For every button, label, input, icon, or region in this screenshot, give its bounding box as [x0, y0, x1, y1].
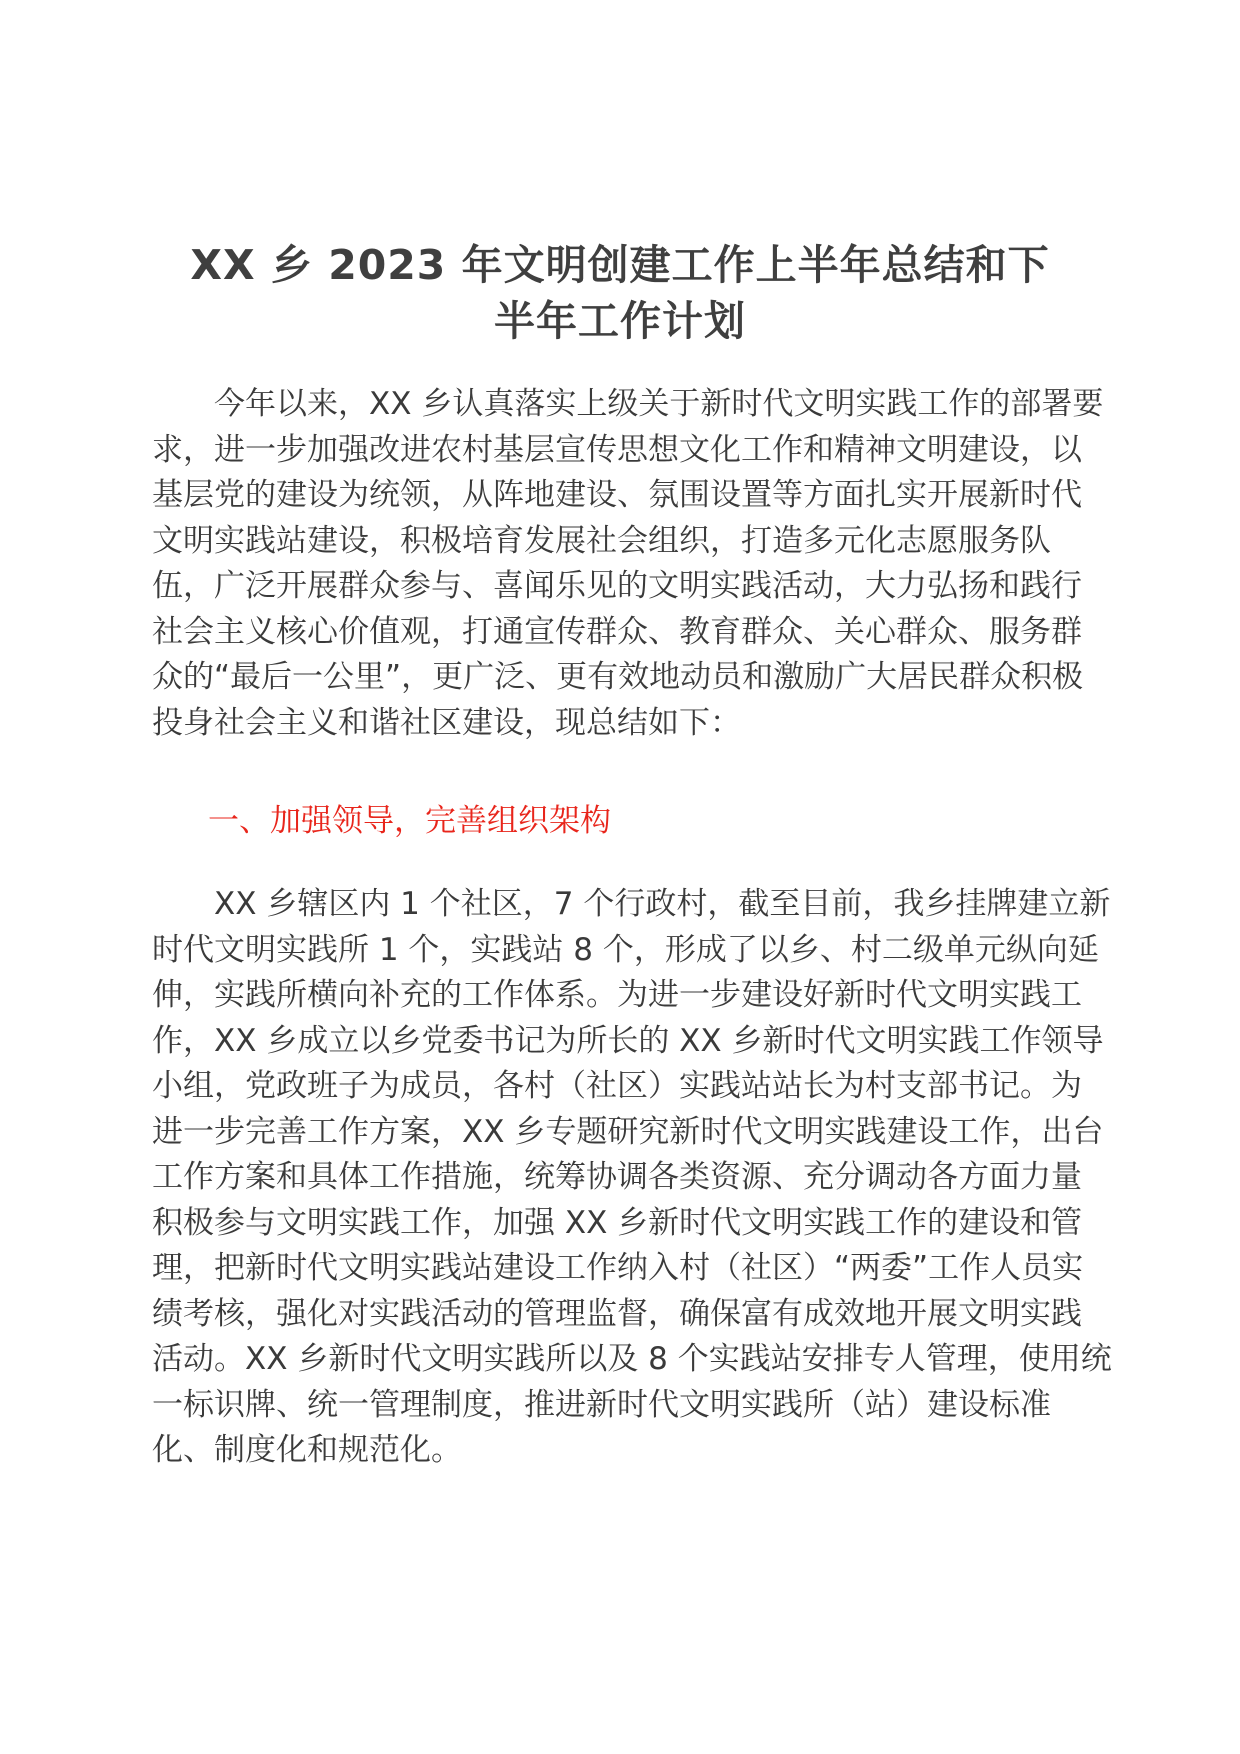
document-title [150, 237, 1090, 349]
section-1-paragraph: XX 乡辖区内 1 个社区，7 个行政村，截至目前，我乡挂牌建立新时代文明实践所 1 个，实践站 8 个，形成了以乡、村二级单元纵向延伸，实践所横向补充的工作体系。为进一步建设好新时代文明实践工作，XX 乡成立以乡党委书记为所长的 XX 乡新时代文明实践工作领导小组，党政班子为成员，各村（社区）实践站站长为村支部书记。为进一步完善工作方案，XX 乡专题研究新时代文明实践建设工作，出台工作方案和具体工作措施，统筹协调各类资源、充分调动各方面力量积极参与文明实践工作，加强 XX 乡新时代文明实践工作的建设和管理，把新时代文明实践站建设工作纳入村（社区）“两委”工作人员实绩考核，强化对实践活动的管理监督，确保富有成效地开展文明实践活动。XX 乡新时代文明实践所以及 8 个实践站安排专人管理，使用统一标识牌、统一管理制度，推进新时代文明实践所（站）建设标准化、制度化和规范化。 [152, 886, 1112, 1468]
title-line-2: 半年工作计划 [494, 297, 746, 345]
intro-paragraph: 今年以来，XX 乡认真落实上级关于新时代文明实践工作的部署要求，进一步加强改进农村基层宣传思想文化工作和精神文明建设，以基层党的建设为统领，从阵地建设、氛围设置等方面扎实开展新时代文明实践站建设，积极培育发展社会组织，打造多元化志愿服务队伍，广泛开展群众参与、喜闻乐见的文明实践活动，大力弘扬和践行社会主义核心价值观，打通宣传群众、教育群众、关心群众、服务群众的“最后一公里”，更广泛、更有效地动员和激励广大居民群众积极投身社会主义和谐社区建设，现总结如下： [152, 386, 1104, 741]
title-line-1: XX 乡 2023 年文明创建工作上半年总结和下 [190, 241, 1050, 289]
section-1-heading: 一、加强领导，完善组织架构 [208, 803, 611, 839]
